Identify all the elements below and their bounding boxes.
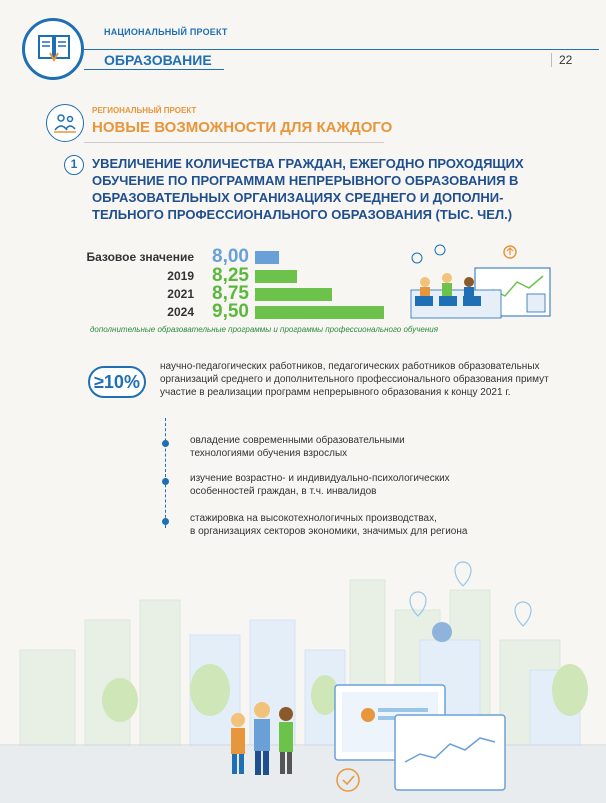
bar-value-label: 8,00 xyxy=(212,246,249,267)
indicator-title: УВЕЛИЧЕНИЕ КОЛИЧЕСТВА ГРАЖДАН, ЕЖЕГОДНО ПРОХОДЯЩИХ ОБУЧЕНИЕ ПО ПРОГРАММАМ НЕПРЕРЫВНОГО ОБРАЗОВАНИЯ В ОБРАЗОВАТЕЛЬНЫХ ОРГАНИЗАЦИЯХ СРЕДНЕГО И ДОПОЛНИ-ТЕЛЬНОГО ПРОФЕССИОНАЛЬНОГО ОБРАЗОВАНИЯ (ТЫС. ЧЕЛ.) xyxy=(92,156,524,222)
indicator-note: дополнительные образовательные программы и программы профессионального обучения xyxy=(90,325,438,334)
national-project-label: НАЦИОНАЛЬНЫЙ ПРОЕКТ xyxy=(104,27,228,37)
bar xyxy=(255,270,297,283)
bar xyxy=(255,251,279,264)
bar-category-label: Базовое значение xyxy=(86,250,194,264)
bar xyxy=(255,306,384,319)
percentage-badge: ≥10% xyxy=(88,366,146,398)
bar-value-label: 8,75 xyxy=(212,283,249,304)
classroom-illustration xyxy=(405,240,555,325)
city-illustration xyxy=(0,540,606,803)
people-icon xyxy=(46,104,84,142)
regional-project-label: РЕГИОНАЛЬНЫЙ ПРОЕКТ xyxy=(92,106,197,115)
page-number: 22 xyxy=(551,53,572,67)
bar-value-label: 8,25 xyxy=(212,265,249,286)
regional-project-title: НОВЫЕ ВОЗМОЖНОСТИ ДЛЯ КАЖДОГО xyxy=(92,119,393,136)
header-underline xyxy=(84,69,224,70)
stat-description: научно-педагогических работников, педагогических работников образовательных организаций среднего и дополнительного профессионального образования примут участие в реализации программ непрерывного образования к концу 2021 г. xyxy=(160,361,549,398)
bar xyxy=(255,288,332,301)
indicator-number: 1 xyxy=(64,155,84,175)
list-item: стажировка на высокотехнологичных производствах, в организациях секторов экономики, значимых для региона xyxy=(190,513,468,537)
bar-category-label: 2021 xyxy=(167,287,194,301)
bullet-connector xyxy=(165,418,166,528)
national-project-title: ОБРАЗОВАНИЕ xyxy=(104,52,212,68)
book-icon xyxy=(22,18,84,80)
bullet-dot xyxy=(162,440,169,447)
regional-divider xyxy=(84,142,384,143)
list-item: изучение возрастно- и индивидуально-психологических особенностей граждан, в т.ч. инвалидов xyxy=(190,473,450,497)
list-item: овладение современными образовательными технологиями обучения взрослых xyxy=(190,435,405,459)
bar-category-label: 2024 xyxy=(167,305,194,319)
bar-value-label: 9,50 xyxy=(212,301,249,322)
bar-category-label: 2019 xyxy=(167,269,194,283)
bullet-dot xyxy=(162,518,169,525)
header-divider xyxy=(84,49,599,50)
bullet-dot xyxy=(162,478,169,485)
